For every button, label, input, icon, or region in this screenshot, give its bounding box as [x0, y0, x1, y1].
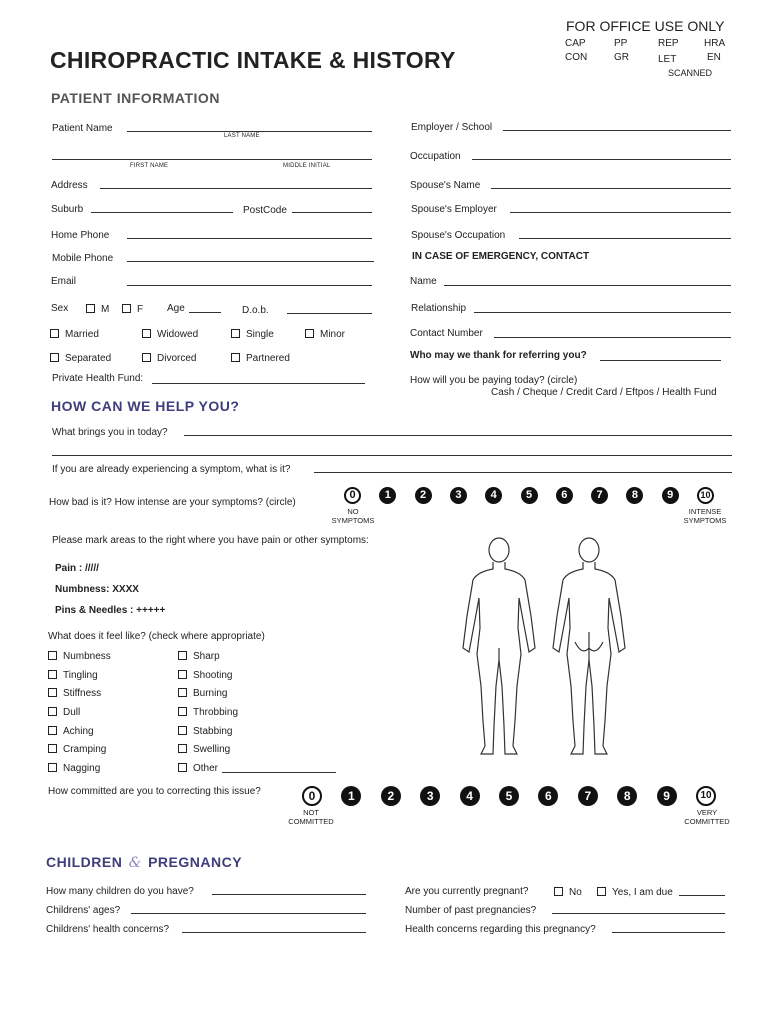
age-field[interactable]	[189, 312, 221, 313]
emergency-name-label: Name	[410, 276, 437, 287]
scale-option-8[interactable]: 8	[626, 487, 643, 504]
office-code: HRA	[704, 38, 726, 49]
checkbox-icon	[50, 353, 59, 362]
checkbox-icon	[178, 651, 187, 660]
feel-option-burning[interactable]	[178, 688, 227, 699]
feel-option-label: Sharp	[193, 651, 220, 662]
mobile-phone-field[interactable]	[127, 261, 374, 262]
feel-option-shooting[interactable]	[178, 670, 232, 681]
form-title: CHIROPRACTIC INTAKE & HISTORY	[50, 47, 456, 73]
children-heading-text: CHILDREN	[46, 854, 123, 870]
scale-option-9[interactable]: 9	[662, 487, 679, 504]
dob-field[interactable]	[287, 313, 372, 314]
scale-option-5[interactable]: 5	[521, 487, 538, 504]
scale-option-6[interactable]: 6	[556, 487, 573, 504]
middle-initial-caption: MIDDLE INITIAL	[283, 163, 331, 169]
scale-option-1[interactable]: 1	[379, 487, 396, 504]
children-ages-label: Childrens' ages?	[46, 905, 121, 916]
emergency-heading: IN CASE OF EMERGENCY, CONTACT	[412, 251, 590, 262]
married-label: Married	[65, 329, 99, 340]
scale-option-3[interactable]: 3	[450, 487, 467, 504]
numbness-key: Numbness: XXXX	[55, 584, 139, 595]
symptom-label: If you are already experiencing a symptom, what is it?	[52, 464, 291, 475]
scale-option-10[interactable]: 10	[697, 487, 714, 504]
feel-option-tingling[interactable]	[48, 670, 98, 681]
sex-label: Sex	[51, 303, 69, 314]
scale-option-2[interactable]: 2	[415, 487, 432, 504]
office-code: PP	[614, 38, 628, 49]
contact-number-label: Contact Number	[410, 328, 483, 339]
checkbox-icon	[48, 744, 57, 753]
occupation-label: Occupation	[410, 151, 461, 162]
how-many-children-label: How many children do you have?	[46, 886, 194, 897]
pain-key: Pain : /////	[55, 563, 99, 574]
scale-option-4[interactable]: 4	[460, 786, 480, 806]
status-married[interactable]	[50, 329, 99, 340]
scale-option-5[interactable]: 5	[499, 786, 519, 806]
scale-option-0[interactable]: 0	[302, 786, 322, 806]
spouse-occupation-label: Spouse's Occupation	[411, 230, 506, 241]
first-name-caption: FIRST NAME	[130, 163, 169, 169]
relationship-label: Relationship	[411, 303, 467, 314]
feel-option-dull[interactable]	[48, 707, 80, 718]
brings-field[interactable]	[184, 435, 732, 436]
occupation-field[interactable]	[472, 159, 731, 160]
checkbox-icon	[597, 887, 606, 896]
scale-option-2[interactable]: 2	[381, 786, 401, 806]
scale-option-1[interactable]: 1	[341, 786, 361, 806]
section-heading-help: HOW CAN WE HELP YOU?	[51, 398, 240, 414]
feel-option-label: Tingling	[63, 670, 98, 681]
last-name-caption: LAST NAME	[224, 133, 260, 139]
single-label: Single	[246, 329, 274, 340]
feel-option-swelling[interactable]	[178, 744, 230, 755]
due-date-field[interactable]	[679, 895, 725, 896]
home-phone-field[interactable]	[127, 238, 372, 239]
very-committed-caption: VERY COMMITTED	[684, 808, 730, 826]
checkbox-icon	[48, 688, 57, 697]
scale-option-7[interactable]: 7	[591, 487, 608, 504]
referral-field[interactable]	[600, 360, 721, 361]
office-code: GR	[614, 52, 629, 63]
office-code: SCANNED	[668, 68, 713, 78]
symptom-field[interactable]	[314, 472, 732, 473]
separated-label: Separated	[65, 353, 112, 364]
feel-option-sharp[interactable]	[178, 651, 220, 662]
feel-option-numbness[interactable]	[48, 651, 111, 662]
checkbox-icon	[178, 670, 187, 679]
paying-options[interactable]: Cash / Cheque / Credit Card / Eftpos / Health Fund	[491, 387, 717, 398]
feel-option-nagging[interactable]	[48, 763, 100, 774]
no-symptoms-caption: NO SYMPTOMS	[331, 507, 375, 525]
feel-option-label: Dull	[63, 707, 81, 718]
mark-areas-label: Please mark areas to the right where you have pain or other symptoms:	[52, 535, 369, 546]
age-label: Age	[167, 303, 185, 314]
feel-option-stabbing[interactable]	[178, 726, 232, 737]
divorced-label: Divorced	[157, 353, 197, 364]
checkbox-icon	[48, 763, 57, 772]
feel-option-label: Cramping	[63, 744, 107, 755]
checkbox-icon	[142, 353, 151, 362]
referral-label: Who may we thank for referring you?	[410, 350, 587, 361]
committed-label: How committed are you to correcting this issue?	[48, 786, 261, 797]
other-field[interactable]	[222, 772, 336, 773]
feel-option-label: Swelling	[193, 744, 231, 755]
status-partnered[interactable]	[231, 353, 290, 364]
checkbox-icon	[48, 707, 57, 716]
feel-option-label: Stabbing	[193, 726, 233, 737]
employer-label: Employer / School	[411, 122, 493, 133]
ampersand: &	[128, 855, 142, 871]
scale-option-10[interactable]: 10	[696, 786, 716, 806]
checkbox-icon	[86, 304, 95, 313]
checkbox-icon	[178, 688, 187, 697]
suburb-label: Suburb	[51, 204, 84, 215]
minor-label: Minor	[320, 329, 346, 340]
checkbox-icon	[178, 707, 187, 716]
feel-option-label: Other	[193, 763, 219, 774]
checkbox-icon	[48, 651, 57, 660]
relationship-field[interactable]	[474, 312, 731, 313]
checkbox-icon	[178, 726, 187, 735]
office-code: EN	[707, 52, 721, 63]
scale-option-8[interactable]: 8	[617, 786, 637, 806]
mobile-phone-label: Mobile Phone	[52, 253, 114, 264]
status-divorced[interactable]	[142, 353, 196, 364]
email-field[interactable]	[127, 285, 372, 286]
section-heading-patient: PATIENT INFORMATION	[51, 90, 220, 106]
status-minor[interactable]	[305, 329, 345, 340]
scale-option-7[interactable]: 7	[578, 786, 598, 806]
sex-f-label: F	[137, 304, 144, 315]
address-label: Address	[51, 180, 88, 191]
first-name-field[interactable]	[52, 159, 372, 160]
checkbox-icon	[178, 744, 187, 753]
pregnancy-heading-text: PREGNANCY	[148, 854, 243, 870]
emergency-name-field[interactable]	[444, 285, 731, 286]
checkbox-icon	[231, 329, 240, 338]
status-widowed[interactable]	[142, 329, 198, 340]
intense-symptoms-caption: INTENSE SYMPTOMS	[683, 507, 727, 525]
children-ages-field[interactable]	[131, 913, 366, 914]
patient-name-field[interactable]	[127, 131, 372, 132]
body-back-figure	[553, 538, 625, 754]
no-label: No	[569, 887, 582, 898]
postcode-label: PostCode	[243, 205, 287, 216]
feel-option-label: Stiffness	[63, 688, 102, 699]
sex-m-option[interactable]	[86, 304, 109, 315]
scale-option-9[interactable]: 9	[657, 786, 677, 806]
feel-option-label: Nagging	[63, 763, 101, 774]
paying-label: How will you be paying today? (circle)	[410, 375, 578, 386]
feel-option-throbbing[interactable]	[178, 707, 238, 718]
checkbox-icon	[122, 304, 131, 313]
checkbox-icon	[178, 763, 187, 772]
status-separated[interactable]	[50, 353, 111, 364]
brings-field-2[interactable]	[52, 455, 732, 456]
status-single[interactable]	[231, 329, 274, 340]
checkbox-icon	[554, 887, 563, 896]
office-code: CAP	[565, 38, 586, 49]
dob-label: D.o.b.	[242, 305, 269, 316]
office-use-title: FOR OFFICE USE ONLY	[566, 18, 725, 34]
sex-f-option[interactable]	[122, 304, 143, 315]
office-code: REP	[658, 38, 679, 49]
health-fund-label: Private Health Fund:	[52, 373, 144, 384]
feel-option-label: Throbbing	[193, 707, 239, 718]
past-pregnancies-label: Number of past pregnancies?	[405, 905, 537, 916]
address-field[interactable]	[100, 188, 372, 189]
feel-option-label: Shooting	[193, 670, 233, 681]
children-health-label: Childrens' health concerns?	[46, 924, 170, 935]
feel-option-label: Aching	[63, 726, 94, 737]
feel-option-other[interactable]	[178, 763, 218, 774]
feel-label: What does it feel like? (check where appropriate)	[48, 631, 265, 642]
feel-option-label: Burning	[193, 688, 228, 699]
contact-number-field[interactable]	[494, 337, 731, 338]
checkbox-icon	[231, 353, 240, 362]
checkbox-icon	[50, 329, 59, 338]
postcode-field[interactable]	[292, 212, 372, 213]
yes-label: Yes, I am due	[612, 887, 673, 898]
how-bad-label: How bad is it? How intense are your symptoms? (circle)	[49, 497, 296, 508]
scale-option-4[interactable]: 4	[485, 487, 502, 504]
pregnancy-concerns-field[interactable]	[612, 932, 725, 933]
patient-name-label: Patient Name	[52, 123, 113, 134]
pregnant-no-option[interactable]	[554, 887, 582, 898]
pregnant-yes-option[interactable]	[597, 887, 673, 898]
pregnancy-concerns-label: Health concerns regarding this pregnancy?	[405, 924, 596, 935]
feel-option-label: Numbness	[63, 651, 111, 662]
scale-option-0[interactable]: 0	[344, 487, 361, 504]
scale-option-6[interactable]: 6	[538, 786, 558, 806]
brings-label: What brings you in today?	[52, 427, 168, 438]
suburb-field[interactable]	[91, 212, 233, 213]
widowed-label: Widowed	[157, 329, 199, 340]
past-pregnancies-field[interactable]	[552, 913, 725, 914]
scale-option-3[interactable]: 3	[420, 786, 440, 806]
section-heading-children	[46, 854, 242, 871]
feel-option-stiffness[interactable]	[48, 688, 101, 699]
checkbox-icon	[305, 329, 314, 338]
checkbox-icon	[48, 670, 57, 679]
home-phone-label: Home Phone	[51, 230, 110, 241]
spouse-name-field[interactable]	[491, 188, 731, 189]
sex-m-label: M	[101, 304, 110, 315]
body-front-figure	[463, 538, 535, 754]
checkbox-icon	[142, 329, 151, 338]
how-many-children-field[interactable]	[212, 894, 366, 895]
feel-option-aching[interactable]	[48, 726, 94, 737]
health-fund-field[interactable]	[152, 383, 365, 384]
pins-key: Pins & Needles : +++++	[55, 605, 166, 616]
employer-field[interactable]	[503, 130, 731, 131]
spouse-employer-label: Spouse's Employer	[411, 204, 497, 215]
spouse-employer-field[interactable]	[510, 212, 731, 213]
email-label: Email	[51, 276, 77, 287]
office-code: LET	[658, 54, 677, 65]
body-diagram[interactable]	[455, 536, 635, 786]
children-health-field[interactable]	[182, 932, 366, 933]
pregnant-label: Are you currently pregnant?	[405, 886, 529, 897]
spouse-occupation-field[interactable]	[519, 238, 731, 239]
partnered-label: Partnered	[246, 353, 290, 364]
not-committed-caption: NOT COMMITTED	[288, 808, 334, 826]
spouse-name-label: Spouse's Name	[410, 180, 481, 191]
checkbox-icon	[48, 726, 57, 735]
office-code: CON	[565, 52, 588, 63]
feel-option-cramping[interactable]	[48, 744, 106, 755]
